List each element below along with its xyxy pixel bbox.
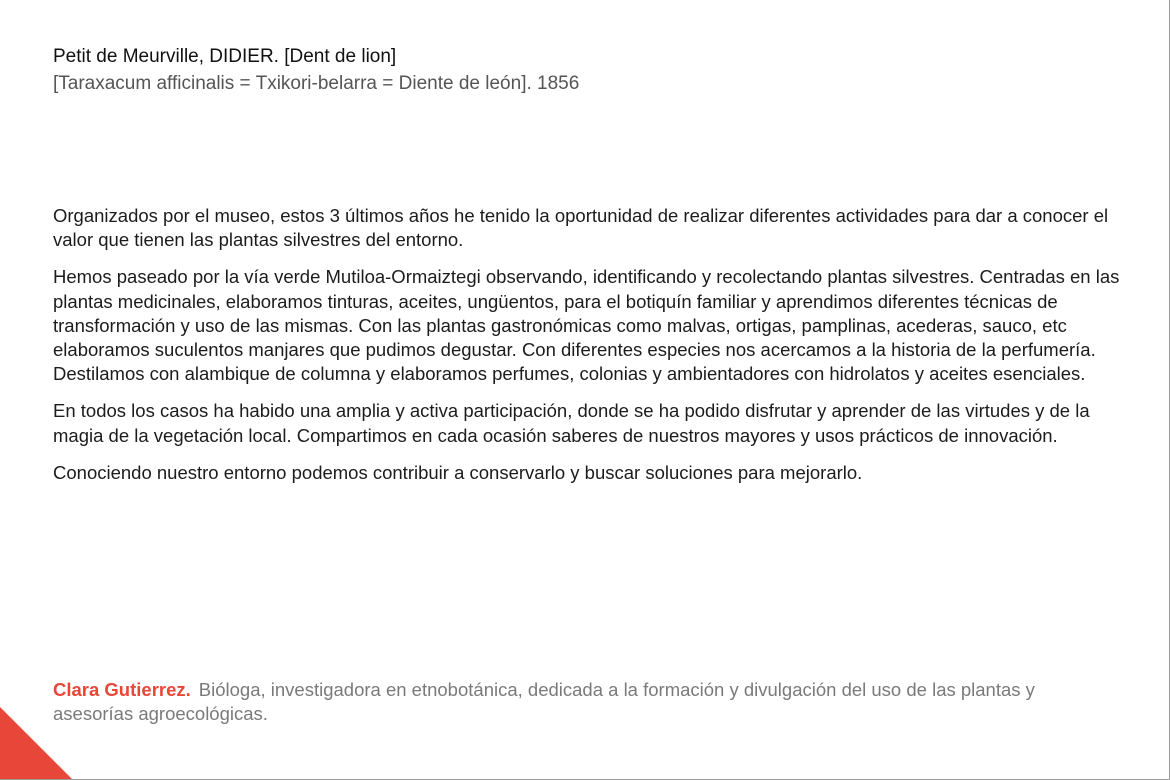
paragraph-4: Conociendo nuestro entorno podemos contribuir a conservarlo y buscar soluciones para mejorarlo. xyxy=(53,461,863,483)
body-text xyxy=(53,204,1125,498)
paragraph-2: Hemos paseado por la vía verde Mutiloa-Ormaiztegi observando, identificando y recolectando plantas silvestres. Centradas en las plantas medicinales, elaboramos tinturas, aceites, ungüentos, para el botiquín familiar y aprendimos diferentes técnicas de transformación y uso de las mismas. Con las plantas gastronómicas como malvas, ortigas, pamplinas, acederas, sauco, etc elaboramos suculentos manjares que pudimos degustar. Con diferentes especies nos acercamos a la historia de la perfumería. Destilamos con alambique de columna y elaboramos perfumes, colonias y ambientadores con hidrolatos y aceites esenciales. xyxy=(53,266,1120,385)
author-name: Clara Gutierrez. xyxy=(53,679,191,700)
artwork-title: Petit de Meurville, DIDIER. [Dent de lion] xyxy=(53,46,397,67)
author-description: Bióloga, investigadora en etnobotánica, dedicada a la formación y divulgación del uso de las plantas y asesorías agroecológicas. xyxy=(53,679,1035,725)
paragraph-1: Organizados por el museo, estos 3 últimos años he tenido la oportunidad de realizar diferentes actividades para dar a conocer el valor que tienen las plantas silvestres del entorno. xyxy=(53,205,1109,251)
artwork-subtitle: [Taraxacum afficinalis = Txikori-belarra = Diente de león]. 1856 xyxy=(53,73,580,94)
author-bio xyxy=(53,678,1113,726)
corner-triangle-decoration xyxy=(0,707,72,779)
paragraph-3: En todos los casos ha habido una amplia y activa participación, donde se ha podido disfrutar y aprender de las virtudes y de la magia de la vegetación local. Compartimos en cada ocasión saberes de nuestros mayores y usos prácticos de innovación. xyxy=(53,400,1090,446)
artwork-caption xyxy=(53,43,1133,97)
